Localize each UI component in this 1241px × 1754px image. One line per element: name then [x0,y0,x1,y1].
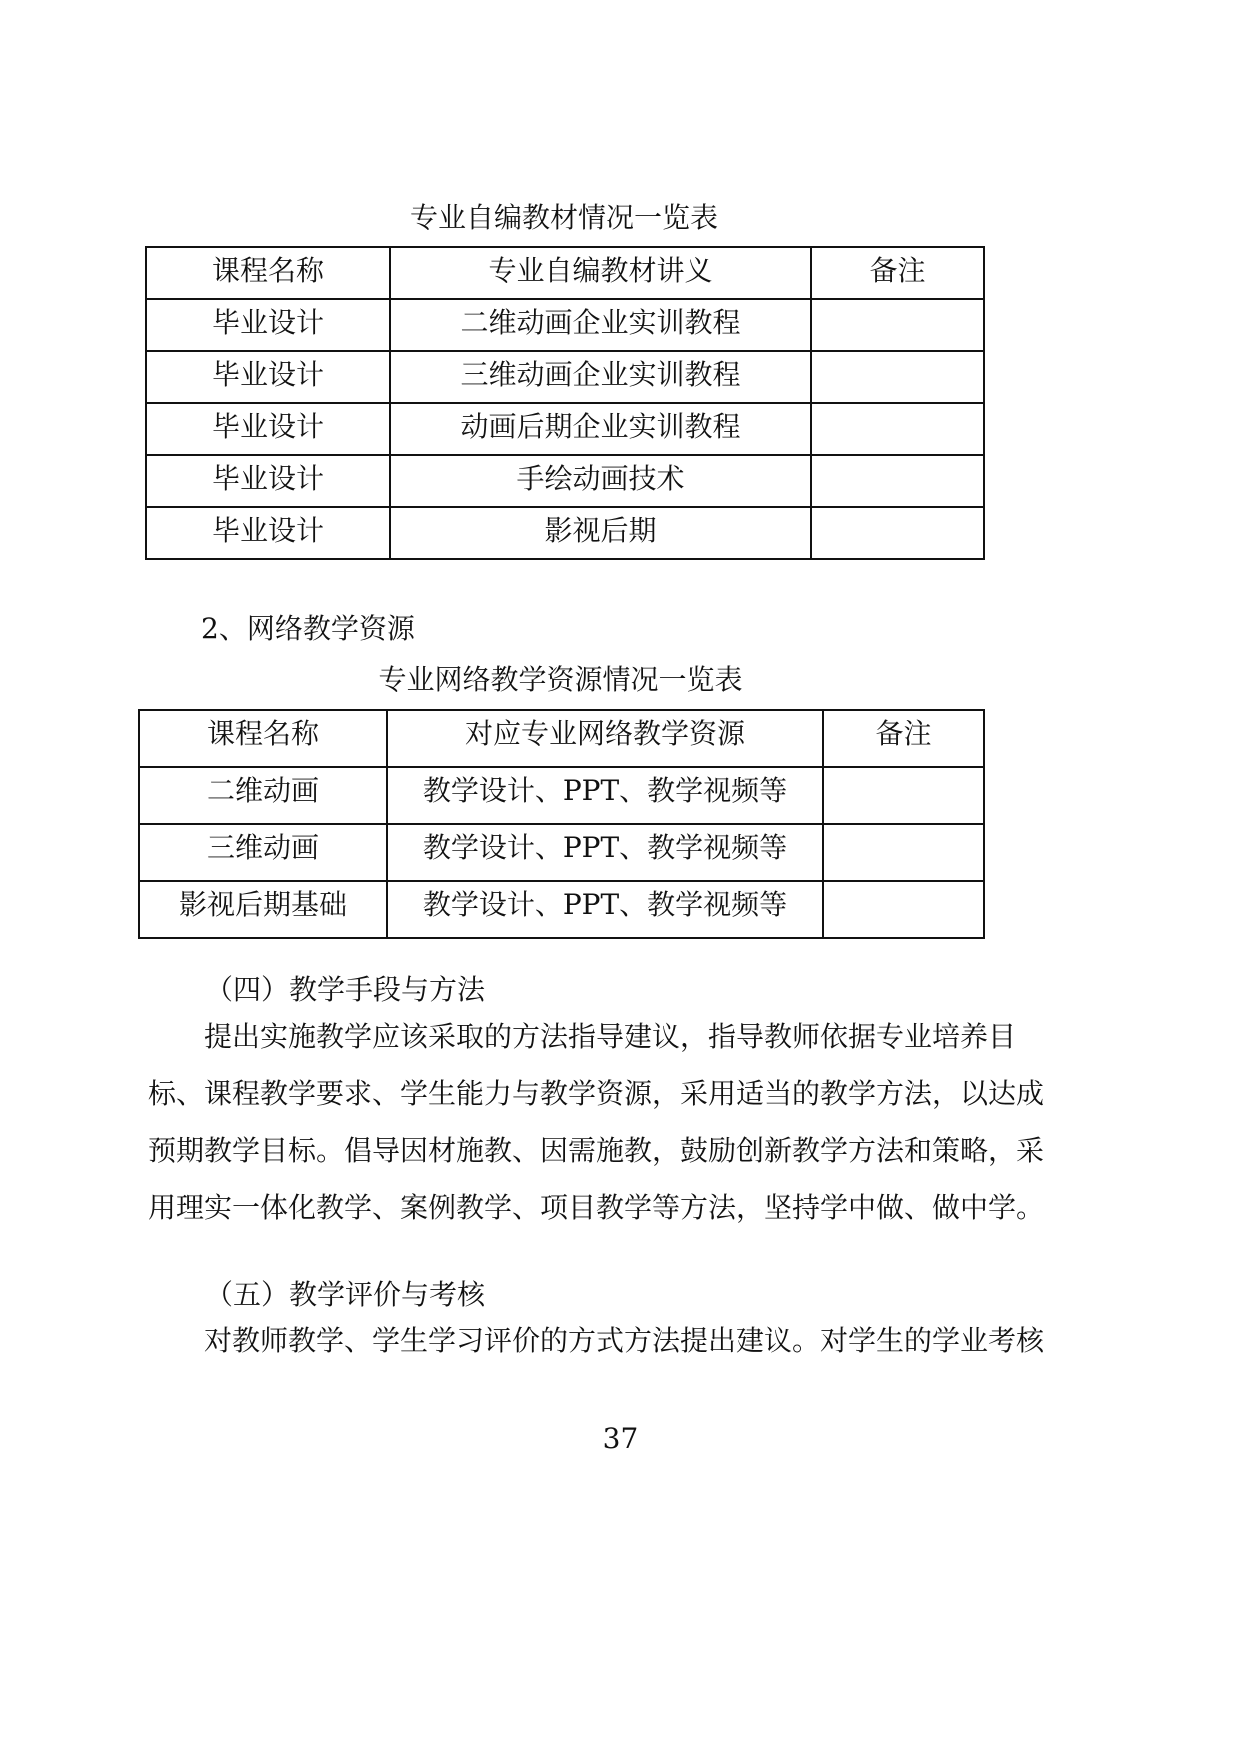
cell-remark [823,824,984,881]
header-course-name: 课程名称 [139,710,387,767]
table-header-row [139,710,984,767]
cell-course: 二维动画 [139,767,387,824]
cell-textbook: 动画后期企业实训教程 [390,403,811,455]
table-row [146,403,984,455]
header-remark: 备注 [811,247,984,299]
table2-caption: 专业网络教学资源情况一览表 [378,663,743,696]
cell-remark [823,767,984,824]
header-textbook: 专业自编教材讲义 [390,247,811,299]
section-heading-network-resources: 2、网络教学资源 [201,612,415,645]
table1-caption: 专业自编教材情况一览表 [409,201,718,234]
cell-textbook: 二维动画企业实训教程 [390,299,811,351]
cell-textbook: 三维动画企业实训教程 [390,351,811,403]
page-number: 37 [602,1422,639,1455]
header-course-name: 课程名称 [146,247,390,299]
cell-resources: 教学设计、PPT、教学视频等 [387,881,823,938]
cell-course: 毕业设计 [146,299,390,351]
cell-course: 毕业设计 [146,455,390,507]
cell-remark [811,299,984,351]
paragraph-line: 对教师教学、学生学习评价的方式方法提出建议。对学生的学业考核 [204,1324,1045,1357]
cell-course: 三维动画 [139,824,387,881]
table-row [139,824,984,881]
network-resources-table [138,709,985,939]
header-remark: 备注 [823,710,984,767]
table-row [146,351,984,403]
cell-remark [811,351,984,403]
cell-textbook: 手绘动画技术 [390,455,811,507]
cell-resources: 教学设计、PPT、教学视频等 [387,767,823,824]
cell-remark [811,507,984,559]
table-row [146,455,984,507]
table-row [146,507,984,559]
cell-remark [811,455,984,507]
section-heading-teaching-methods: （四）教学手段与方法 [205,973,486,1006]
cell-textbook: 影视后期 [390,507,811,559]
table-row [146,299,984,351]
paragraph-line: 预期教学目标。倡导因材施教、因需施教，鼓励创新教学方法和策略，采 [148,1134,1045,1167]
teaching-methods-paragraph [148,1008,1045,1236]
cell-course: 毕业设计 [146,507,390,559]
cell-remark [811,403,984,455]
cell-course: 毕业设计 [146,403,390,455]
evaluation-paragraph [148,1312,1045,1369]
header-resources: 对应专业网络教学资源 [387,710,823,767]
cell-course: 影视后期基础 [139,881,387,938]
textbook-table [145,246,985,560]
paragraph-line: 用理实一体化教学、案例教学、项目教学等方法，坚持学中做、做中学。 [148,1191,1045,1224]
table-row [139,881,984,938]
paragraph-line: 提出实施教学应该采取的方法指导建议，指导教师依据专业培养目 [204,1020,1017,1053]
section-heading-evaluation: （五）教学评价与考核 [205,1278,486,1311]
paragraph-line: 标、课程教学要求、学生能力与教学资源，采用适当的教学方法，以达成 [148,1077,1045,1110]
table-header-row [146,247,984,299]
cell-resources: 教学设计、PPT、教学视频等 [387,824,823,881]
table-row [139,767,984,824]
cell-remark [823,881,984,938]
cell-course: 毕业设计 [146,351,390,403]
